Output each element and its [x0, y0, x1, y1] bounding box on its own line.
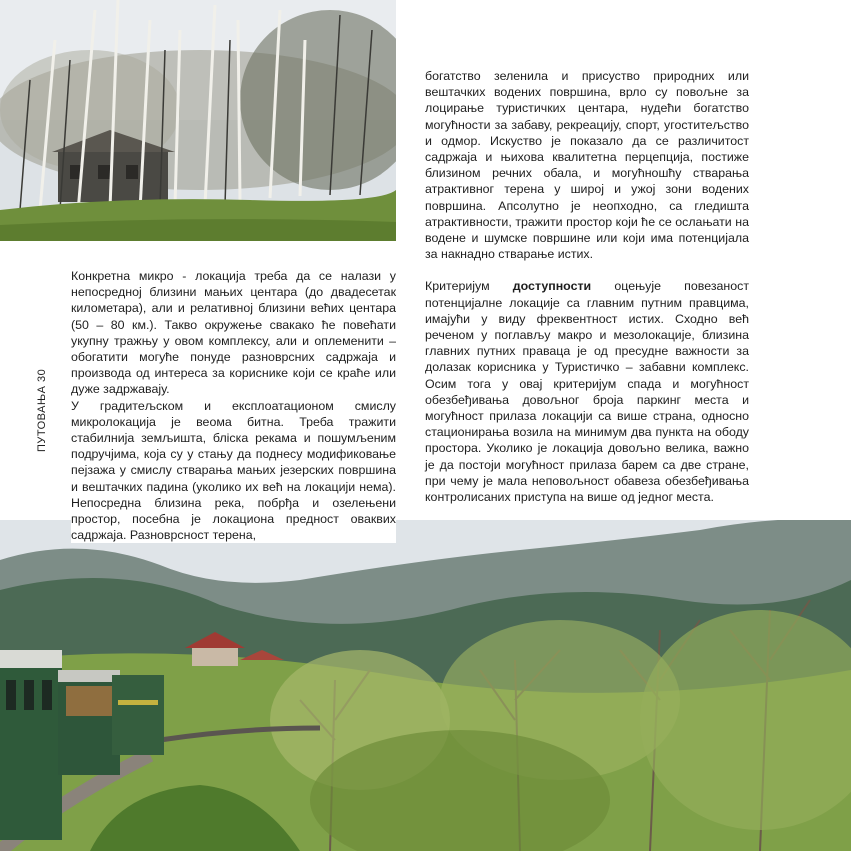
paragraph-rest: оцењује повезаност потенцијалне локације са главним путним правцима, имајући у виду фреквентност истих. Сходно већ реченом у поглављу макро и мезолокације, близина главних путних праваца је од пресудне важности за долазак корисника у Туристичко – забавни комплекс. Осим тога у овај критеријум спада и могућност обезбеђивања довољног броја паркинг места и могућност прилаза локацији са више страна, односно стационирања возила на минимум два пункта на ободу простора. Уколико је локација довољно велика, важно је да постоји могућност прилаза барем са две стране, при чему је мала неповољност обавеза обезбеђивања контролисаних приступа на више од једног места. [425, 279, 750, 505]
paragraph: богатство зеленила и присуство природних или вештачких водених површина, врло су повољне за лоцирање туристичких центара, нудећи богатство могућности за забаву, рекреацију, спорт, угоститељство и одмор. Искуство је показало да се различитост садржаја и њихова квалитетна перцепција, постиже близином речних обала, и могућношћу стварања атрактивног терена у широј и ужој зони водених површина. Апсолутно је неопходно, са гледишта атрактивности, тражити простор који ће се ослањати на водене и шумске површине или који има потенцијала за накнадно стварање истих. [425, 69, 749, 262]
page-number: 30 [36, 368, 48, 382]
photo-train-valley [0, 520, 851, 851]
paragraph: Конкретна микро - локација треба да се налази у непосредној близини мањих центара (до двадесетак километара), али и релативној близини већих центара (50 – 80 км.). Такво окружење свакако ће повећати укупну тражњу у овом комплексу, али и оплеменити – обогатити могуће понуде разноврсних садржаја и производа од интереса за кориснике који се краће или дуже задржавају. [71, 269, 396, 397]
bold-term: доступности [512, 279, 592, 294]
text-column-left [71, 268, 396, 543]
running-head [36, 369, 48, 452]
paragraph: У градитељском и експлоатационом смислу микролокација је веома битна. Треба тражити стабилнија земљишта, бліска рекама и пошумљеним подручјима, која су у стању да поднесу модификовање пејзажа у смислу стварања мањих језерских површина и вештачких падина (уколико их већ на локацији нема). Непосредна близина река, побрђа и озелењени простор, посебна је локациона предност оваквих садржаја. Разноврсност терена, [71, 398, 396, 543]
text-column-right [425, 68, 749, 505]
paragraph [425, 278, 749, 505]
paragraph-lead: Критеријум [425, 279, 513, 294]
running-head-title: ПУТОВАЊА [36, 385, 48, 452]
photo-birch-forest [0, 0, 396, 241]
